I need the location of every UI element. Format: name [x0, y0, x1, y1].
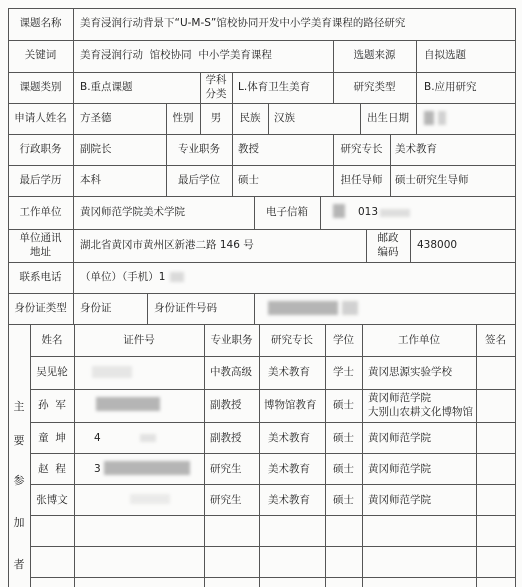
rule — [515, 8, 516, 587]
redacted-member-id — [140, 434, 156, 442]
rule — [410, 229, 411, 262]
member-unit: 黄冈师范学院 — [368, 463, 431, 475]
gender-value: 男 — [210, 112, 222, 124]
col-header-title: 专业职务 — [210, 334, 253, 346]
member-unit: 黄冈师范学院 — [368, 432, 431, 444]
rule — [30, 546, 516, 547]
rule — [8, 40, 516, 41]
rule — [204, 324, 205, 587]
rule — [8, 165, 516, 166]
keywords-value: 美育浸润行动 馆校协同 中小学美育课程 — [80, 49, 272, 61]
rule — [259, 324, 260, 587]
redacted-member-id — [96, 397, 160, 411]
rule — [232, 165, 233, 196]
member-id-partial: 3 — [94, 463, 101, 475]
workplace-value: 黄冈师范学院美术学院 — [80, 206, 185, 218]
members-side-label-char: 加 — [13, 516, 25, 529]
research-type-label: 研究类型 — [353, 81, 396, 93]
birth-date-label: 出生日期 — [367, 112, 409, 124]
specialty-label: 研究专长 — [340, 143, 383, 155]
member-unit: 黄冈思源实验学校 — [368, 366, 452, 378]
address-value: 湖北省黄冈市黄州区新港二路 146 号 — [80, 239, 254, 251]
redacted-phone — [170, 272, 184, 282]
rule — [8, 134, 516, 135]
id-number-label: 身份证件号码 — [154, 302, 217, 314]
workplace-label: 工作单位 — [19, 206, 62, 218]
rule — [8, 103, 516, 104]
specialty-value: 美术教育 — [395, 143, 437, 155]
supervisor-value: 硕士研究生导师 — [395, 174, 469, 186]
address-label-line2: 地址 — [30, 246, 51, 258]
member-title: 副教授 — [210, 432, 242, 444]
postcode-label-line1: 邮政 — [377, 232, 399, 244]
redacted-birth-date — [424, 111, 434, 125]
member-name: 赵 程 — [38, 463, 66, 475]
rule — [8, 229, 516, 230]
col-header-degree: 学位 — [333, 334, 354, 346]
rule — [30, 515, 516, 516]
col-header-unit: 工作单位 — [398, 334, 440, 346]
member-name: 孙 军 — [38, 399, 66, 411]
rule — [8, 8, 516, 9]
topic-value: 美育浸润行动背景下“U-M-S”馆校协同开发中小学美育课程的路径研究 — [80, 17, 406, 29]
rule — [476, 324, 477, 587]
redacted-member-id — [104, 461, 190, 475]
redacted-birth-date — [438, 111, 446, 125]
member-title: 副教授 — [210, 399, 242, 411]
member-degree: 硕士 — [333, 463, 354, 475]
applicant-name-label: 申请人姓名 — [14, 112, 67, 124]
rule — [325, 324, 326, 587]
member-specialty: 美术教育 — [268, 463, 310, 475]
rule — [390, 134, 391, 165]
rule — [254, 293, 255, 324]
address-label-line1: 单位通讯 — [19, 232, 62, 244]
admin-post-label: 行政职务 — [19, 143, 62, 155]
member-degree: 学士 — [333, 366, 354, 378]
rule — [147, 293, 148, 324]
category-value: B.重点课题 — [80, 81, 133, 93]
rule — [416, 103, 417, 134]
subject-value: L.体育卫生美育 — [238, 81, 311, 93]
email-partial-value: 013 — [358, 206, 379, 218]
member-title: 研究生 — [210, 494, 242, 506]
rule — [268, 103, 269, 134]
subject-label-line1: 学科 — [205, 74, 227, 86]
member-unit: 黄冈师范学院 — [368, 392, 431, 404]
research-type-value: B.应用研究 — [424, 81, 477, 93]
id-type-label: 身份证类型 — [14, 302, 67, 314]
topic-label: 课题名称 — [19, 17, 62, 29]
rule — [8, 262, 516, 263]
col-header-name: 姓名 — [41, 334, 63, 346]
member-title: 中教高级 — [210, 366, 252, 378]
member-unit: 大别山农耕文化博物馆 — [368, 406, 473, 418]
postcode-value: 438000 — [417, 239, 458, 251]
member-id-partial: 4 — [94, 432, 101, 444]
rule — [30, 577, 516, 578]
postcode-label-line2: 编码 — [377, 246, 399, 258]
supervisor-label: 担任导师 — [340, 174, 383, 186]
applicant-name-value: 方圣德 — [80, 112, 112, 124]
member-name: 吴见轮 — [36, 366, 68, 378]
redacted-id-number — [342, 301, 358, 315]
members-side-label-char: 参 — [13, 474, 25, 487]
redacted-id-number — [268, 301, 338, 315]
admin-post-value: 副院长 — [80, 143, 112, 155]
rule — [30, 324, 31, 587]
source-label: 选题来源 — [353, 49, 396, 61]
rule — [30, 484, 516, 485]
rule — [30, 389, 516, 390]
professional-title-label: 专业职务 — [178, 143, 220, 155]
rule — [320, 196, 321, 229]
redacted-member-id — [130, 494, 170, 504]
category-label: 课题类别 — [19, 81, 62, 93]
subject-label-line2: 分类 — [205, 88, 227, 100]
ethnicity-label: 民族 — [239, 112, 261, 124]
rule — [232, 134, 233, 165]
members-side-label-char: 者 — [13, 558, 25, 571]
redacted-email — [380, 209, 410, 217]
rule — [232, 72, 233, 103]
rule — [73, 8, 74, 293]
col-header-specialty: 研究专长 — [271, 334, 313, 346]
professional-title-value: 教授 — [238, 143, 259, 155]
rule — [390, 165, 391, 196]
rule — [74, 324, 75, 587]
member-degree: 硕士 — [333, 432, 354, 444]
rule — [30, 453, 516, 454]
member-specialty: 美术教育 — [268, 494, 310, 506]
members-side-label-char: 要 — [13, 434, 25, 447]
member-name: 童 坤 — [38, 432, 66, 444]
education-value: 本科 — [80, 174, 101, 186]
member-specialty: 博物馆教育 — [264, 399, 317, 411]
member-degree: 硕士 — [333, 399, 354, 411]
id-type-value: 身份证 — [80, 302, 112, 314]
education-label: 最后学历 — [19, 174, 62, 186]
redacted-member-id — [92, 366, 132, 378]
rule — [416, 40, 417, 72]
gender-label: 性别 — [172, 112, 194, 124]
rule — [8, 293, 516, 294]
member-unit: 黄冈师范学院 — [368, 494, 431, 506]
rule — [30, 422, 516, 423]
rule — [362, 324, 363, 587]
rule — [8, 196, 516, 197]
rule — [73, 293, 74, 324]
phone-value: （单位）（手机）1 — [80, 271, 166, 283]
member-specialty: 美术教育 — [268, 366, 310, 378]
keywords-label: 关键词 — [24, 49, 57, 61]
rule — [416, 72, 417, 103]
members-side-label-char: 主 — [13, 400, 25, 413]
ethnicity-value: 汉族 — [274, 112, 295, 124]
rule — [8, 324, 516, 325]
col-header-id: 证件号 — [123, 334, 155, 346]
rule — [8, 8, 9, 587]
member-degree: 硕士 — [333, 494, 354, 506]
source-value: 自拟选题 — [424, 49, 466, 61]
redacted-email — [333, 204, 345, 218]
phone-label: 联系电话 — [19, 271, 62, 283]
member-title: 研究生 — [210, 463, 242, 475]
rule — [8, 72, 516, 73]
member-name: 张博文 — [36, 494, 68, 506]
email-label: 电子信箱 — [266, 206, 308, 218]
degree-label: 最后学位 — [178, 174, 220, 186]
col-header-signature: 签名 — [485, 334, 506, 346]
degree-value: 硕士 — [238, 174, 259, 186]
member-specialty: 美术教育 — [268, 432, 310, 444]
rule — [30, 356, 516, 357]
